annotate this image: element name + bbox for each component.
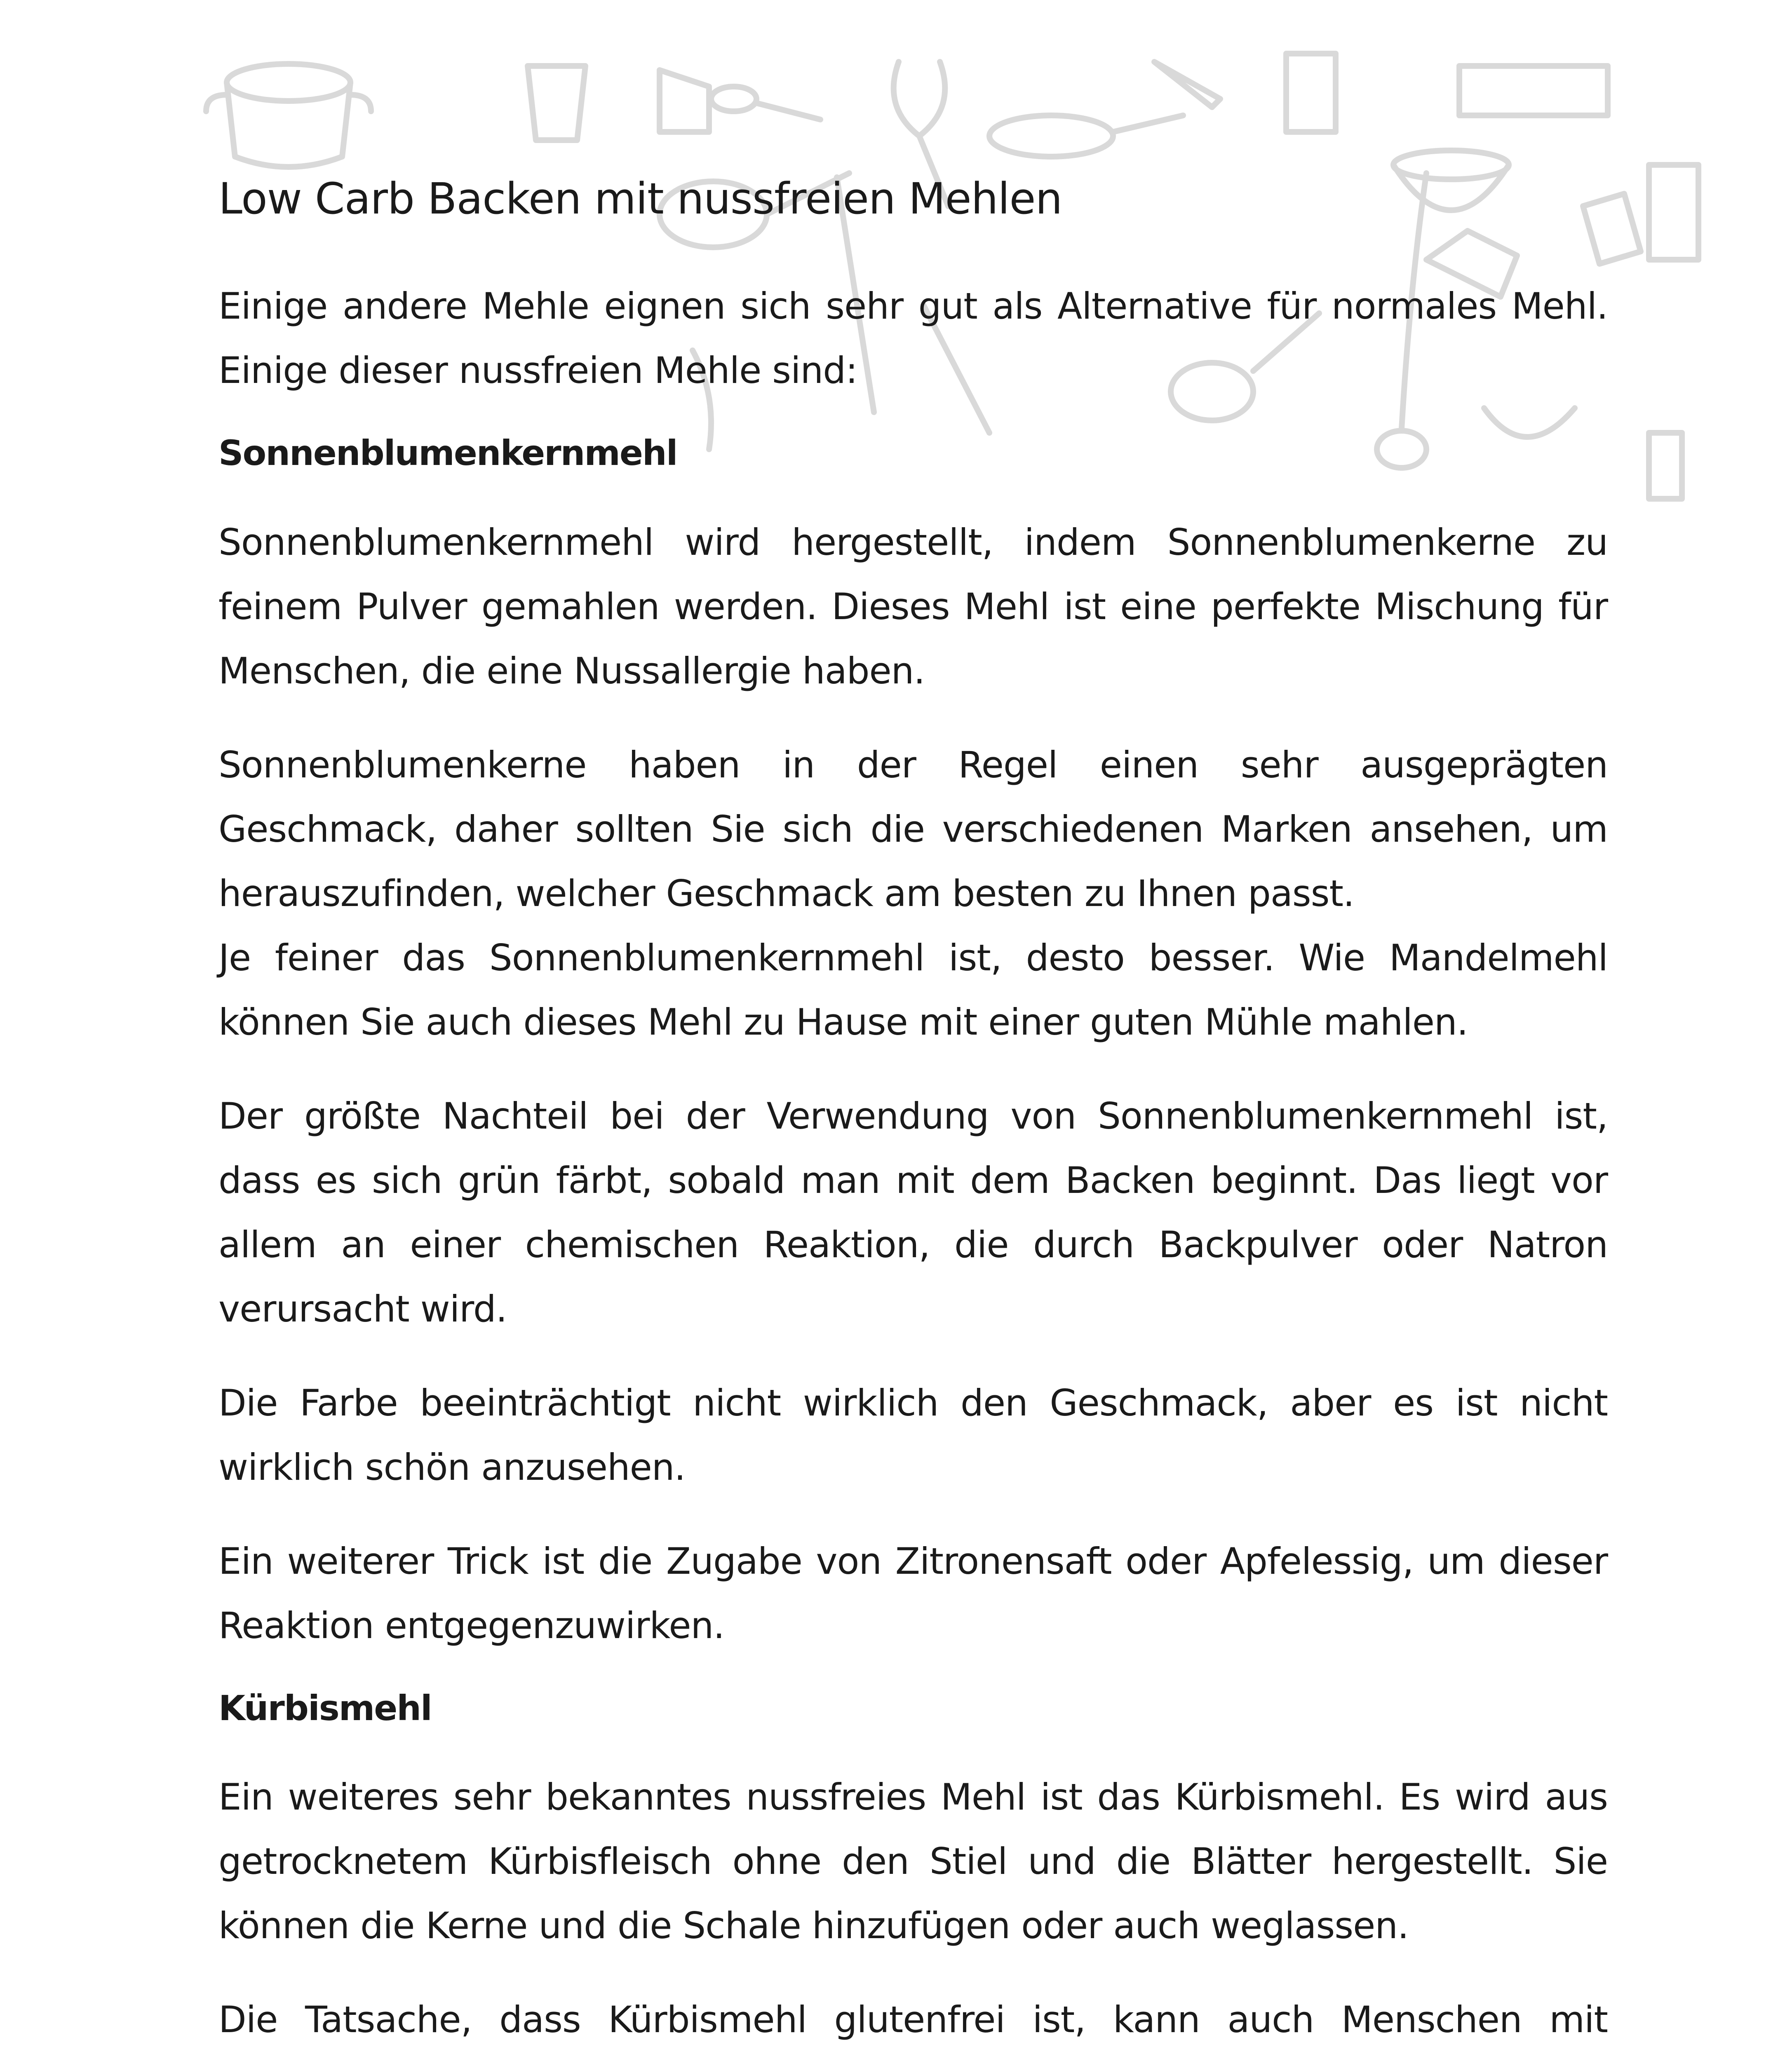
section-heading-kuerbismehl: Kürbismehl: [218, 1688, 432, 1728]
knife-icon: [1154, 62, 1220, 107]
body-paragraph: Ein weiterer Trick ist die Zugabe von Zitronensaft oder Apfelessig, um dieser Reaktion entgegenzuwirken.: [218, 1540, 1608, 1647]
body-paragraph: Je feiner das Sonnenblumenkernmehl ist, desto besser. Wie Mandelmehl können Sie auch dieses Mehl zu Hause mit einer guten Mühle mahlen.: [218, 936, 1608, 1043]
spoon-icon: [711, 87, 820, 120]
body-paragraph: Der größte Nachteil bei der Verwendung von Sonnenblumenkernmehl ist, dass es sich grün färbt, sobald man mit dem Backen beginnt. Das liegt vor allem an einer chemischen Reaktion, die durch Backpulver oder Natron verursacht wird.: [218, 1094, 1608, 1330]
intro-paragraph: Einige andere Mehle eignen sich sehr gut als Alternative für normales Mehl. Einige dieser nussfreien Mehle sind:: [218, 284, 1608, 392]
body-paragraph: Ein weiteres sehr bekanntes nussfreies Mehl ist das Kürbismehl. Es wird aus getrocknetem Kürbisfleisch ohne den Stiel und die Blätter hergestellt. Sie können die Kerne und die Schale hinzufügen oder auch weglassen.: [218, 1776, 1608, 1947]
document-body: [218, 173, 1608, 2061]
page-title: Low Carb Backen mit nussfreien Mehlen: [218, 174, 1062, 224]
frying-pan-icon: [989, 115, 1183, 157]
coffee-pot-icon: [1286, 54, 1336, 132]
grater-icon: [1649, 165, 1698, 260]
measuring-cup-icon: [660, 70, 709, 132]
grater-icon: [1649, 433, 1682, 499]
section-heading-sonnenblumenkernmehl: Sonnenblumenkernmehl: [218, 432, 677, 473]
body-paragraph: Sonnenblumenkerne haben in der Regel einen sehr ausgeprägten Geschmack, daher sollten Sie sich die verschiedenen Marken ansehen, um herauszufinden, welcher Geschmack am besten zu Ihnen passt.: [218, 743, 1608, 915]
body-paragraph: Sonnenblumenkernmehl wird hergestellt, indem Sonnenblumenkerne zu feinem Pulver gemahlen werden. Dieses Mehl ist eine perfekte Mischung für Menschen, die eine Nussallergie haben.: [218, 521, 1608, 692]
body-paragraph: Die Tatsache, dass Kürbismehl glutenfrei ist, kann auch Menschen mit: [218, 1998, 1608, 2041]
cake-tin-icon: [1459, 66, 1608, 115]
glass-icon: [528, 66, 585, 140]
cooking-pot-icon: [206, 64, 371, 167]
body-paragraph: Die Farbe beeinträchtigt nicht wirklich den Geschmack, aber es ist nicht wirklich schön anzusehen.: [218, 1381, 1608, 1488]
